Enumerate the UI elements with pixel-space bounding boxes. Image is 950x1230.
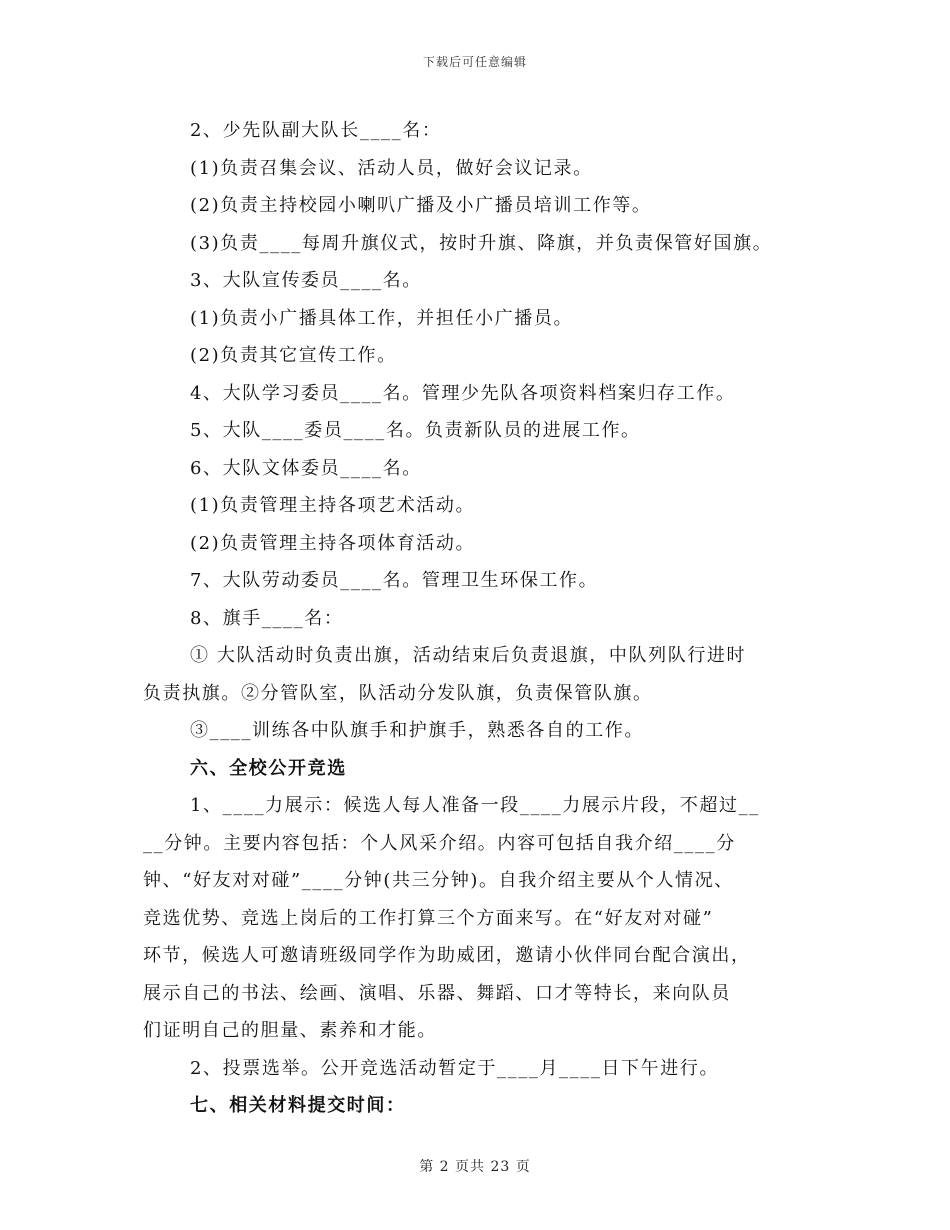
text-line-17: ③____训练各中队旗手和护旗手，熟悉各自的工作。 bbox=[190, 720, 644, 741]
section-heading-6: 六、全校公开竞选 bbox=[190, 757, 347, 779]
text-line-15: ① 大队活动时负责出旗，活动结束后负责退旗，中队列队行进时 bbox=[190, 645, 747, 666]
text-line-25: 们证明自己的胆量、素养和才能。 bbox=[143, 1020, 437, 1041]
text-line-2: (1)负责召集会议、活动人员，做好会议记录。 bbox=[190, 157, 593, 179]
text-line-13: 7、大队劳动委员____名。管理卫生环保工作。 bbox=[190, 570, 599, 591]
text-line-23: 环节，候选人可邀请班级同学作为助威团，邀请小伙伴同台配合演出， bbox=[143, 945, 751, 966]
text-line-14: 8、旗手____名： bbox=[190, 607, 344, 629]
text-line-22: 竞选优势、竞选上岗后的工作打算三个方面来写。在“好友对对碰” bbox=[143, 907, 714, 929]
text-line-26: 2、投票选举。公开竞选活动暂定于____月____日下午进行。 bbox=[190, 1057, 720, 1079]
document-body bbox=[143, 112, 813, 1125]
text-line-1: 2、少先队副大队长____名： bbox=[190, 120, 442, 141]
text-line-10: 6、大队文体委员____名。 bbox=[190, 457, 422, 479]
page-footer: 第 2 页共 23 页 bbox=[419, 1159, 531, 1175]
text-line-20: __分钟。主要内容包括：个人风采介绍。内容可包括自我介绍____分 bbox=[143, 832, 736, 854]
text-line-19: 1、____力展示：候选人每人准备一段____力展示片段，不超过__ bbox=[190, 795, 760, 816]
text-line-8: 4、大队学习委员____名。管理少先队各项资料档案归存工作。 bbox=[190, 382, 736, 404]
text-line-5: 3、大队宣传委员____名。 bbox=[190, 270, 422, 291]
text-line-6: (1)负责小广播具体工作，并担任小广播员。 bbox=[190, 307, 574, 329]
text-line-24: 展示自己的书法、绘画、演唱、乐器、舞蹈、口才等特长，来向队员 bbox=[143, 982, 731, 1004]
text-line-12: (2)负责管理主持各项体育活动。 bbox=[190, 532, 476, 554]
page-header: 下载后可任意编辑 bbox=[422, 55, 527, 69]
text-line-21: 钟、“好友对对碰”____分钟(共三分钟)。自我介绍主要从个人情况、 bbox=[143, 870, 734, 891]
text-line-11: (1)负责管理主持各项艺术活动。 bbox=[190, 495, 476, 516]
text-line-7: (2)负责其它宣传工作。 bbox=[190, 345, 397, 366]
text-line-16: 负责执旗。②分管队室，队活动分发队旗，负责保管队旗。 bbox=[143, 682, 653, 704]
section-heading-7: 七、相关材料提交时间： bbox=[190, 1095, 406, 1116]
text-line-4: (3)负责____每周升旗仪式，按时升旗、降旗，并负责保管好国旗。 bbox=[190, 232, 773, 254]
text-line-9: 5、大队____委员____名。负责新队员的进展工作。 bbox=[190, 420, 641, 441]
text-line-3: (2)负责主持校园小喇叭广播及小广播员培训工作等。 bbox=[190, 195, 652, 216]
